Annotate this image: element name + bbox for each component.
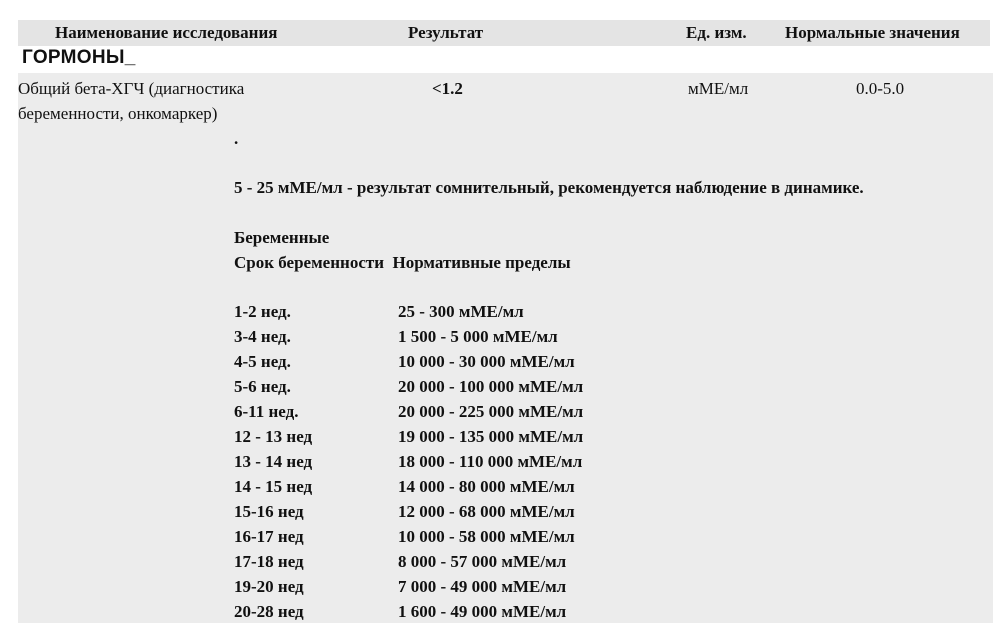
reference-range: 14 000 - 80 000 мМЕ/мл	[398, 477, 575, 496]
reference-range: 10 000 - 58 000 мМЕ/мл	[398, 527, 575, 546]
reference-range: 20 000 - 100 000 мМЕ/мл	[398, 377, 584, 396]
gestation-week: 17-18 нед	[234, 552, 304, 571]
gestation-week: 14 - 15 нед	[234, 477, 313, 496]
gestation-week: 6-11 нед.	[234, 402, 299, 421]
reference-range: 8 000 - 57 000 мМЕ/мл	[398, 552, 567, 571]
reference-range: 7 000 - 49 000 мМЕ/мл	[398, 577, 567, 596]
test-result: <1.2	[432, 79, 463, 98]
header-result: Результат	[408, 23, 484, 42]
gestation-week: 1-2 нед.	[234, 302, 291, 321]
test-name: Общий бета-ХГЧ (диагностика беременности, онкомаркер)	[18, 79, 245, 123]
comment-note: 5 - 25 мМЕ/мл - результат сомнительный, рекомендуется наблюдение в динамике.	[234, 178, 864, 197]
gestation-week: 5-6 нед.	[234, 377, 291, 396]
table-header	[18, 20, 990, 46]
test-norm: 0.0-5.0	[856, 79, 905, 98]
gestation-week: 12 - 13 нед	[234, 427, 313, 446]
header-unit: Ед. изм.	[686, 23, 747, 42]
header-norm: Нормальные значения	[785, 23, 960, 42]
gestation-week: 19-20 нед	[234, 577, 304, 596]
header-test-name: Наименование исследования	[55, 23, 278, 42]
reference-range: 1 500 - 5 000 мМЕ/мл	[398, 327, 558, 346]
comment-dot: .	[234, 129, 239, 148]
gestation-week: 13 - 14 нед	[234, 452, 313, 471]
reference-range: 1 600 - 49 000 мМЕ/мл	[398, 602, 567, 621]
reference-range: 20 000 - 225 000 мМЕ/мл	[398, 402, 584, 421]
pregnant-label: Беременные	[234, 228, 330, 247]
reference-range: 19 000 - 135 000 мМЕ/мл	[398, 427, 584, 446]
gestation-week: 3-4 нед.	[234, 327, 291, 346]
reference-range: 12 000 - 68 000 мМЕ/мл	[398, 502, 575, 521]
test-unit: мМЕ/мл	[688, 79, 749, 98]
gestation-week: 20-28 нед	[234, 602, 304, 621]
reference-range: 25 - 300 мМЕ/мл	[398, 302, 524, 321]
gestation-week: 4-5 нед.	[234, 352, 291, 371]
gestation-week: 15-16 нед	[234, 502, 304, 521]
reference-range: 10 000 - 30 000 мМЕ/мл	[398, 352, 575, 371]
gestation-week: 16-17 нед	[234, 527, 304, 546]
reference-range: 18 000 - 110 000 мМЕ/мл	[398, 452, 583, 471]
section-title: ГОРМОНЫ_	[22, 47, 136, 68]
pregnancy-table-header: Срок беременности Нормативные пределы	[234, 253, 571, 272]
